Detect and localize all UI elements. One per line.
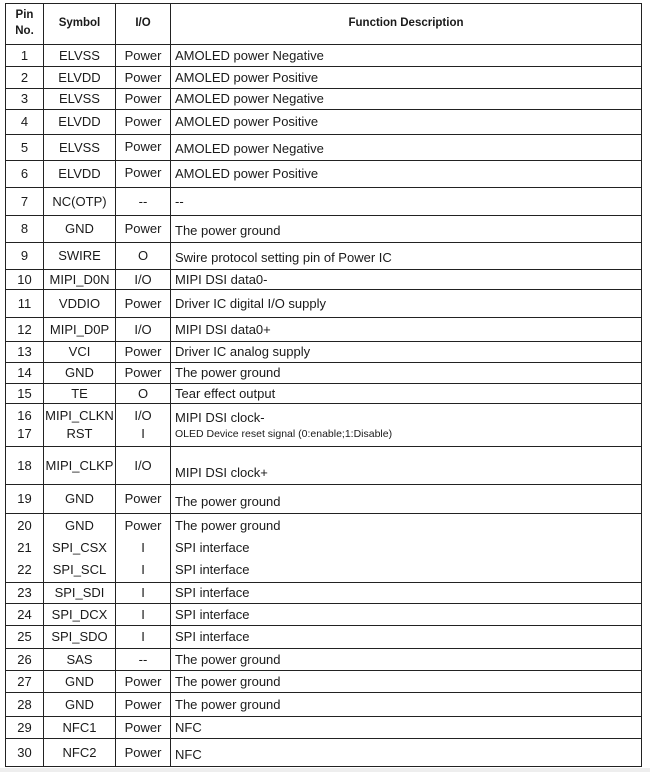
pin-symbol-cell: [44, 717, 116, 739]
pin-symbol: SWIRE: [58, 248, 101, 264]
pin-symbol-cell: [44, 67, 116, 89]
pin-io-type: Power: [124, 696, 162, 712]
pin-function-description: Swire protocol setting pin of Power IC: [175, 250, 392, 266]
pin-function-description-cell: [171, 604, 642, 626]
pin-function-description: MIPI DSI clock+: [175, 465, 268, 481]
pin-number-cell: [6, 384, 44, 404]
pin-symbol: ELVDD: [58, 166, 101, 182]
pin-number: 25: [17, 629, 32, 645]
header-pin-no: Pin No.: [6, 4, 44, 45]
pin-function-description-cell: [171, 216, 642, 243]
pin-function-description-cell: [171, 270, 642, 290]
pin-io-type-cell: [116, 485, 171, 514]
pin-function-description: The power ground: [175, 223, 281, 239]
pin-symbol-cell: [44, 363, 116, 384]
table-row: [6, 110, 642, 135]
pin-function-description-cell: [171, 45, 642, 67]
pin-number: 6: [20, 166, 29, 182]
pin-function-description-cell: [171, 626, 642, 649]
pin-function-description-cell: [171, 583, 642, 604]
pin-function-description: SPI interface: [175, 629, 250, 645]
table-row: [6, 485, 642, 514]
pin-symbol: VCI: [68, 344, 91, 360]
pin-io-type: I/O: [134, 457, 152, 473]
pin-io-type-cell: [116, 739, 171, 767]
pin-symbol-cell: [44, 161, 116, 188]
pin-symbol: SPI_DCX: [51, 606, 108, 622]
pin-symbol-cell: [44, 626, 116, 649]
pin-symbol-cell: [44, 110, 116, 135]
pin-io-type-cell: [116, 161, 171, 188]
pin-symbol-cell: [44, 188, 116, 216]
pin-number-cell: [6, 110, 44, 135]
table-row: [6, 216, 642, 243]
pin-number: 10: [17, 271, 32, 287]
pin-symbol: ELVDD: [58, 114, 101, 130]
pin-io-type: O: [137, 385, 149, 401]
pin-io-type-cell: [116, 693, 171, 717]
pin-function-description-cell: [171, 110, 642, 135]
pin-function-description-cell: [171, 290, 642, 318]
pin-number: 29: [17, 719, 32, 735]
pin-function-description: MIPI DSI data0+: [175, 321, 271, 337]
pin-number-cell: [6, 671, 44, 693]
pin-io-type: Power: [124, 114, 162, 129]
pin-symbol-cell: [44, 583, 116, 604]
pin-symbol: GND: [65, 365, 94, 381]
pin-symbol: NC(OTP): [52, 193, 107, 209]
pin-function-description: The power ground: [175, 494, 281, 510]
table-row: [6, 693, 642, 717]
pin-io-type: Power: [124, 365, 162, 381]
pin-io-type-cell: [116, 717, 171, 739]
pin-definition-table: [5, 3, 642, 767]
pin-number-cell: [6, 485, 44, 514]
pin-io-type: --: [138, 651, 148, 667]
pin-function-description-cell: [171, 342, 642, 363]
pin-symbol-cell: [44, 135, 116, 161]
pin-symbol-cell: [44, 384, 116, 404]
pin-number: 27: [17, 673, 32, 689]
pin-number-cell: [6, 270, 44, 290]
pin-number-cell: [6, 342, 44, 363]
pin-io-type-cell: [116, 45, 171, 67]
table-row: [6, 717, 642, 739]
pin-function-description: The power ground: [175, 696, 281, 712]
pin-number-cell: [6, 604, 44, 626]
pin-function-description-cell: [171, 67, 642, 89]
pin-function-description: AMOLED power Negative: [175, 141, 324, 157]
table-row: [6, 404, 642, 447]
page-bottom-edge: [0, 768, 650, 772]
table-row: [6, 384, 642, 404]
table-row: [6, 135, 642, 161]
pin-number: 1: [20, 47, 29, 63]
pin-number: 16: [17, 408, 32, 424]
pin-io-type: I/O: [134, 271, 152, 287]
pin-symbol-cell: [44, 342, 116, 363]
table-row: [6, 243, 642, 270]
pin-function-description-cell: [171, 693, 642, 717]
pin-symbol-cell: [44, 243, 116, 270]
pin-io-type-cell: [116, 649, 171, 671]
pin-io-type: I/O: [134, 408, 152, 424]
table-row: [6, 342, 642, 363]
pin-function-description: AMOLED power Positive: [175, 114, 319, 130]
table-row: [6, 626, 642, 649]
pin-io-type-cell: [116, 270, 171, 290]
pin-symbol-cell: [44, 447, 116, 485]
pin-number: 8: [20, 221, 29, 237]
pin-number: 17: [17, 426, 32, 441]
pin-symbol: NFC2: [62, 744, 97, 760]
table-row: [6, 604, 642, 626]
pin-function-description: NFC: [175, 719, 202, 735]
pin-io-type-cell: [116, 110, 171, 135]
pin-number: 2: [20, 69, 29, 85]
pin-symbol-cell: [44, 89, 116, 110]
pin-number-cell: [6, 583, 44, 604]
pin-symbol-cell: [44, 739, 116, 767]
pin-function-description-cell: [171, 188, 642, 216]
pin-symbol: SAS: [66, 651, 93, 667]
pin-io-type: Power: [124, 491, 162, 507]
pin-function-description: SPI interface: [175, 562, 250, 577]
pin-function-description: SPI interface: [175, 606, 250, 622]
pin-symbol: MIPI_D0N: [49, 271, 110, 287]
table-row: [6, 89, 642, 110]
pin-symbol: GND: [65, 673, 94, 689]
pin-symbol: ELVDD: [58, 69, 101, 85]
pin-symbol-cell: [44, 318, 116, 342]
pin-symbol: SPI_SCL: [52, 562, 107, 577]
pin-symbol-cell: [44, 290, 116, 318]
pin-symbol: NFC1: [62, 719, 97, 735]
pin-symbol: GND: [65, 491, 94, 507]
table-row: [6, 447, 642, 485]
pin-function-description: Driver IC digital I/O supply: [175, 295, 326, 311]
pin-function-description: --: [175, 193, 184, 209]
pin-number-cell: [6, 188, 44, 216]
pin-function-description: The power ground: [175, 365, 281, 381]
pin-function-description-cell: [171, 363, 642, 384]
pin-function-description-cell: [171, 717, 642, 739]
pin-symbol-cell: [44, 693, 116, 717]
pin-number: 24: [17, 606, 32, 622]
pin-io-type: I: [141, 629, 145, 645]
pin-symbol-cell: [44, 604, 116, 626]
pin-io-type-cell: [116, 604, 171, 626]
header-symbol: Symbol: [44, 4, 116, 45]
pin-number-cell: [6, 89, 44, 110]
pin-number: 11: [17, 295, 32, 311]
pin-io-type: I: [141, 426, 145, 441]
pin-number: 13: [17, 344, 32, 360]
pin-number-cell: [6, 67, 44, 89]
pin-number-cell: [6, 243, 44, 270]
pin-function-description-cell: [171, 243, 642, 270]
pin-io-type: I: [141, 562, 145, 577]
pin-function-description-cell: [171, 89, 642, 110]
pin-function-description: MIPI DSI clock-: [175, 410, 265, 426]
pin-io-type-cell: [116, 342, 171, 363]
pin-io-type-cell: [116, 583, 171, 604]
table-row: [6, 363, 642, 384]
pin-function-description: The power ground: [175, 518, 281, 533]
pin-io-type-cell: [116, 363, 171, 384]
pin-symbol-cell: [44, 485, 116, 514]
pin-io-type-cell: [116, 67, 171, 89]
pin-symbol: SPI_SDO: [51, 629, 108, 645]
pin-symbol: VDDIO: [58, 295, 101, 311]
pin-io-type: --: [138, 193, 148, 209]
pin-symbol-cell: [44, 216, 116, 243]
pin-symbol-cell: [44, 671, 116, 693]
pin-symbol: SPI_CSX: [52, 540, 107, 555]
pin-io-type: Power: [124, 47, 162, 63]
pin-symbol: TE: [71, 385, 88, 401]
pin-number: 12: [17, 321, 32, 337]
pin-symbol: MIPI_CLKN: [45, 408, 114, 424]
header-io: I/O: [116, 4, 171, 45]
pin-function-description: AMOLED power Negative: [175, 47, 324, 63]
table-row: [6, 290, 642, 318]
pin-io-type: I/O: [134, 321, 152, 337]
pin-number-cell: [6, 626, 44, 649]
pin-function-description: OLED Device reset signal (0:enable;1:Disable): [175, 427, 393, 440]
table-body: [6, 45, 642, 767]
table-row: [6, 188, 642, 216]
pin-number: 15: [17, 385, 32, 401]
pin-function-description-cell: [171, 739, 642, 767]
pin-io-type-cell: [116, 671, 171, 693]
pin-number: 4: [20, 114, 29, 130]
pin-function-description: Driver IC analog supply: [175, 344, 311, 360]
pin-io-type-cell: [116, 447, 171, 485]
pin-number-cell: [6, 290, 44, 318]
pin-function-description: AMOLED power Positive: [175, 166, 319, 182]
pin-function-description-cell: [171, 649, 642, 671]
pin-symbol-cell: [44, 404, 116, 447]
table-row: [6, 671, 642, 693]
pin-io-type-cell: [116, 384, 171, 404]
pin-number-cell: [6, 161, 44, 188]
pin-function-description: The power ground: [175, 651, 281, 667]
pin-symbol-cell: [44, 45, 116, 67]
pin-io-type-cell: [116, 404, 171, 447]
pin-function-description: SPI interface: [175, 585, 250, 601]
pin-function-description-cell: [171, 447, 642, 485]
pin-number-cell: [6, 135, 44, 161]
pin-io-type-cell: [116, 243, 171, 270]
pin-io-type: Power: [124, 744, 162, 760]
pin-symbol-cell: [44, 270, 116, 290]
pin-number: 28: [17, 696, 32, 712]
pin-symbol-cell: [44, 514, 116, 583]
table-row: [6, 583, 642, 604]
table-row: [6, 739, 642, 767]
pin-function-description-cell: [171, 514, 642, 583]
pin-function-description-cell: [171, 384, 642, 404]
pin-number: 18: [17, 457, 32, 473]
pin-symbol: ELVSS: [59, 47, 100, 63]
pin-symbol: SPI_SDI: [54, 585, 105, 601]
pin-io-type: Power: [124, 344, 162, 360]
table-row: [6, 67, 642, 89]
pin-function-description-cell: [171, 485, 642, 514]
pin-function-description: MIPI DSI data0-: [175, 271, 268, 287]
pin-number-cell: [6, 739, 44, 767]
pin-symbol: GND: [65, 696, 94, 712]
pin-io-type: O: [137, 248, 149, 264]
pin-io-type: Power: [124, 91, 162, 107]
pin-number: 20: [17, 518, 32, 533]
table-header-row: [6, 4, 642, 45]
pin-number-cell: [6, 318, 44, 342]
pin-function-description: SPI interface: [175, 540, 250, 555]
pin-number: 9: [20, 248, 29, 264]
pin-function-description: AMOLED power Positive: [175, 69, 319, 85]
table-row: [6, 161, 642, 188]
pin-function-description-cell: [171, 404, 642, 447]
pin-io-type: Power: [124, 69, 162, 85]
pin-function-description: Tear effect output: [175, 385, 276, 401]
pin-function-description: NFC: [175, 747, 202, 763]
pin-symbol: MIPI_D0P: [49, 321, 110, 337]
pin-symbol: ELVSS: [59, 139, 100, 155]
pin-io-type: I: [141, 585, 145, 601]
pin-number: 30: [17, 744, 32, 760]
pin-io-type-cell: [116, 626, 171, 649]
pin-io-type-cell: [116, 290, 171, 318]
pin-number: 7: [20, 193, 29, 209]
pin-number-cell: [6, 514, 44, 583]
pin-number: 19: [17, 491, 32, 507]
pin-io-type: I: [141, 540, 145, 555]
pin-io-type-cell: [116, 216, 171, 243]
pin-symbol: GND: [65, 518, 94, 533]
pin-io-type: I: [141, 606, 145, 622]
pin-number: 23: [17, 585, 32, 601]
header-function-description: Function Description: [171, 4, 642, 45]
pin-number-cell: [6, 717, 44, 739]
pin-io-type-cell: [116, 188, 171, 216]
table-row: [6, 270, 642, 290]
pin-number-cell: [6, 693, 44, 717]
pin-function-description-cell: [171, 671, 642, 693]
pin-number: 3: [20, 91, 29, 107]
pin-io-type: Power: [124, 673, 162, 689]
pin-number-cell: [6, 216, 44, 243]
pin-io-type: Power: [124, 139, 162, 154]
pin-symbol-cell: [44, 649, 116, 671]
pin-number: 14: [17, 365, 32, 381]
table-row: [6, 514, 642, 583]
pin-io-type: Power: [124, 295, 162, 311]
pin-function-description-cell: [171, 161, 642, 188]
table-row: [6, 318, 642, 342]
pin-number-cell: [6, 363, 44, 384]
pin-io-type-cell: [116, 514, 171, 583]
pin-symbol: GND: [65, 221, 94, 237]
pin-number-cell: [6, 649, 44, 671]
pin-symbol: ELVSS: [59, 91, 100, 107]
pin-function-description-cell: [171, 135, 642, 161]
pin-number: 22: [17, 562, 32, 577]
pin-io-type-cell: [116, 135, 171, 161]
pin-function-description: AMOLED power Negative: [175, 91, 324, 107]
pin-io-type: Power: [124, 719, 162, 735]
pin-io-type: Power: [124, 165, 162, 180]
table-row: [6, 45, 642, 67]
pin-symbol: MIPI_CLKP: [45, 457, 114, 473]
pin-number-cell: [6, 404, 44, 447]
pin-number: 21: [17, 540, 32, 555]
pin-io-type-cell: [116, 318, 171, 342]
pin-number-cell: [6, 447, 44, 485]
pin-io-type: Power: [124, 518, 162, 533]
pin-number: 5: [20, 139, 29, 155]
pin-function-description-cell: [171, 318, 642, 342]
pin-io-type-cell: [116, 89, 171, 110]
pin-io-type: Power: [124, 221, 162, 237]
pin-number-cell: [6, 45, 44, 67]
pin-function-description: The power ground: [175, 673, 281, 689]
table-row: [6, 649, 642, 671]
pin-symbol: RST: [66, 426, 93, 441]
pin-number: 26: [17, 651, 32, 667]
